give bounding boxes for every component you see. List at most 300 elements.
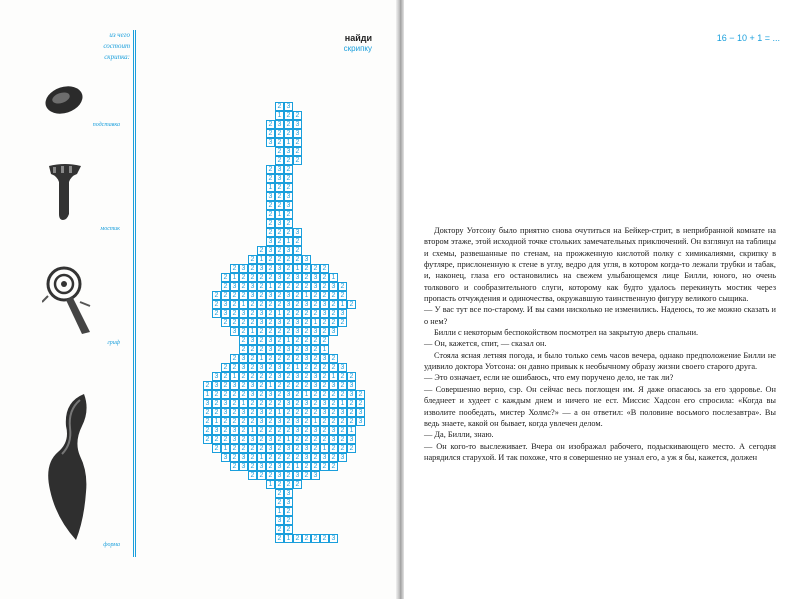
grid-cell: 1 [257, 453, 266, 462]
grid-cell: 2 [239, 291, 248, 300]
grid-cell: 3 [275, 219, 284, 228]
grid-cell: 2 [239, 282, 248, 291]
grid-cell: 2 [284, 318, 293, 327]
grid-cell: 2 [284, 363, 293, 372]
grid-cell: 3 [320, 399, 329, 408]
grid-cell: 1 [293, 462, 302, 471]
story-paragraph: — Совершенно верно, сэр. Он сейчас весь поглощен им. Я даже опасаюсь за его здоровье. Он бледнеет и худеет с каждым днем и ничего не ест. Миссис Хадсон его спросила: «Когда вы изволите пообедать, мистер Холмс?» — а он ответил: «В половине восьмого послезавтра». Вы ведь знаете, какой он бывает, когда увлечен делом. [424, 384, 776, 428]
grid-cell: 3 [284, 390, 293, 399]
grid-cell: 2 [302, 264, 311, 273]
grid-cell: 2 [257, 300, 266, 309]
grid-cell: 3 [302, 453, 311, 462]
grid-cell: 2 [248, 408, 257, 417]
grid-cell: 3 [347, 390, 356, 399]
grid-cell: 2 [257, 246, 266, 255]
grid-cell: 2 [356, 390, 365, 399]
grid-cell: 3 [248, 381, 257, 390]
grid-cell: 3 [311, 282, 320, 291]
grid-cell: 3 [266, 444, 275, 453]
grid-cell: 2 [302, 471, 311, 480]
grid-cell: 2 [347, 399, 356, 408]
grid-cell: 3 [275, 165, 284, 174]
grid-cell: 2 [266, 201, 275, 210]
grid-cell: 2 [293, 354, 302, 363]
grid-cell: 2 [311, 336, 320, 345]
grid-cell: 3 [311, 426, 320, 435]
grid-cell: 1 [275, 111, 284, 120]
grid-cell: 2 [266, 327, 275, 336]
grid-cell: 2 [212, 408, 221, 417]
grid-cell: 2 [329, 408, 338, 417]
grid-cell: 2 [257, 381, 266, 390]
story-paragraph: — Да, Билли, знаю. [424, 430, 494, 440]
scroll-icon [42, 262, 100, 338]
grid-cell: 2 [275, 255, 284, 264]
grid-cell: 2 [320, 264, 329, 273]
grid-cell: 2 [338, 282, 347, 291]
grid-cell: 2 [293, 381, 302, 390]
grid-cell: 3 [275, 516, 284, 525]
grid-cell: 2 [311, 291, 320, 300]
grid-cell: 2 [320, 462, 329, 471]
grid-cell: 3 [221, 300, 230, 309]
grid-cell: 3 [221, 453, 230, 462]
grid-cell: 3 [257, 264, 266, 273]
grid-cell: 2 [239, 336, 248, 345]
grid-cell: 2 [248, 462, 257, 471]
grid-cell: 2 [230, 399, 239, 408]
grid-cell: 2 [266, 399, 275, 408]
grid-cell: 2 [221, 435, 230, 444]
grid-cell: 3 [239, 462, 248, 471]
grid-cell: 3 [293, 471, 302, 480]
grid-cell: 2 [230, 354, 239, 363]
grid-cell: 2 [275, 354, 284, 363]
grid-cell: 3 [248, 435, 257, 444]
grid-cell: 3 [284, 147, 293, 156]
grid-cell: 3 [320, 300, 329, 309]
grid-cell: 2 [266, 363, 275, 372]
grid-cell: 2 [266, 273, 275, 282]
task-title-sub: скрипку [343, 44, 372, 53]
grid-cell: 3 [293, 129, 302, 138]
grid-cell: 2 [230, 444, 239, 453]
grid-cell: 2 [284, 111, 293, 120]
grid-cell: 2 [320, 273, 329, 282]
grid-cell: 2 [284, 426, 293, 435]
grid-cell: 2 [275, 129, 284, 138]
grid-cell: 2 [284, 165, 293, 174]
grid-cell: 2 [284, 453, 293, 462]
grid-cell: 2 [284, 525, 293, 534]
grid-cell: 2 [248, 300, 257, 309]
grid-cell: 2 [257, 282, 266, 291]
grid-cell: 2 [293, 453, 302, 462]
grid-cell: 2 [302, 417, 311, 426]
grid-cell: 2 [230, 417, 239, 426]
grid-cell: 2 [266, 417, 275, 426]
book-gutter [396, 0, 404, 599]
grid-cell: 2 [338, 318, 347, 327]
grid-cell: 1 [230, 273, 239, 282]
grid-cell: 2 [338, 390, 347, 399]
grid-cell: 2 [284, 516, 293, 525]
grid-cell: 2 [284, 381, 293, 390]
story-paragraph: Стояла ясная летняя погода, и было только семь часов вечера, однако предположение Билли не удивило доктора Уотсона: он давно привык к необычному образу жизни своего старого друга. [424, 350, 776, 372]
grid-cell: 2 [275, 282, 284, 291]
grid-cell: 1 [329, 273, 338, 282]
grid-cell: 1 [257, 354, 266, 363]
grid-cell: 2 [311, 300, 320, 309]
grid-cell: 2 [212, 399, 221, 408]
grid-cell: 2 [338, 372, 347, 381]
grid-cell: 2 [212, 291, 221, 300]
grid-cell: 3 [329, 435, 338, 444]
grid-cell: 2 [311, 264, 320, 273]
part-label-scroll: гриф [107, 340, 120, 346]
grid-cell: 2 [284, 156, 293, 165]
violin-body-icon [40, 392, 116, 542]
grid-cell: 2 [203, 408, 212, 417]
left-page [0, 0, 396, 599]
grid-cell: 3 [230, 435, 239, 444]
grid-cell: 2 [221, 363, 230, 372]
grid-cell: 2 [302, 282, 311, 291]
grid-cell: 2 [275, 237, 284, 246]
grid-cell: 3 [284, 489, 293, 498]
grid-cell: 2 [329, 417, 338, 426]
grid-cell: 3 [239, 408, 248, 417]
grid-cell: 2 [248, 318, 257, 327]
grid-cell: 2 [302, 381, 311, 390]
grid-cell: 2 [275, 525, 284, 534]
grid-cell: 2 [320, 318, 329, 327]
grid-cell: 1 [275, 408, 284, 417]
grid-cell: 2 [347, 300, 356, 309]
grid-cell: 2 [275, 435, 284, 444]
grid-cell: 3 [275, 363, 284, 372]
grid-cell: 2 [257, 426, 266, 435]
grid-cell: 2 [203, 426, 212, 435]
grid-cell: 1 [293, 363, 302, 372]
grid-cell: 2 [338, 435, 347, 444]
grid-cell: 2 [311, 435, 320, 444]
grid-cell: 2 [275, 381, 284, 390]
grid-cell: 2 [284, 183, 293, 192]
grid-cell: 1 [329, 372, 338, 381]
grid-cell: 2 [266, 228, 275, 237]
grid-cell: 2 [230, 309, 239, 318]
grid-cell: 3 [239, 453, 248, 462]
grid-cell: 2 [284, 120, 293, 129]
grid-cell: 2 [248, 453, 257, 462]
grid-cell: 2 [230, 318, 239, 327]
grid-cell: 1 [311, 318, 320, 327]
grid-cell: 2 [230, 264, 239, 273]
grid-cell: 3 [293, 372, 302, 381]
grid-cell: 2 [275, 300, 284, 309]
grid-cell: 2 [275, 489, 284, 498]
grid-cell: 2 [275, 345, 284, 354]
grid-cell: 1 [302, 291, 311, 300]
grid-cell: 2 [329, 309, 338, 318]
page-formula: 16 − 10 + 1 = ... [716, 33, 780, 43]
grid-cell: 1 [239, 300, 248, 309]
grid-cell: 2 [248, 399, 257, 408]
grid-cell: 2 [212, 309, 221, 318]
grid-cell: 2 [230, 408, 239, 417]
sidebar-rule [133, 30, 134, 557]
grid-cell: 2 [302, 372, 311, 381]
grid-cell: 3 [320, 309, 329, 318]
grid-cell: 3 [230, 327, 239, 336]
grid-cell: 3 [212, 372, 221, 381]
grid-cell: 3 [275, 462, 284, 471]
grid-cell: 3 [284, 201, 293, 210]
grid-cell: 2 [248, 309, 257, 318]
grid-cell: 3 [239, 264, 248, 273]
grid-cell: 2 [284, 408, 293, 417]
part-label-body: форма [103, 542, 120, 548]
grid-cell: 2 [329, 444, 338, 453]
grid-cell: 2 [347, 408, 356, 417]
grid-cell: 2 [302, 318, 311, 327]
grid-cell: 1 [248, 426, 257, 435]
grid-cell: 1 [257, 255, 266, 264]
grid-cell: 2 [266, 462, 275, 471]
grid-cell: 2 [284, 327, 293, 336]
grid-cell: 2 [302, 336, 311, 345]
grid-cell: 2 [293, 534, 302, 543]
task-title [292, 33, 372, 53]
grid-cell: 2 [293, 300, 302, 309]
grid-cell: 2 [293, 345, 302, 354]
grid-cell: 1 [248, 327, 257, 336]
grid-cell: 2 [266, 255, 275, 264]
grid-cell: 2 [284, 372, 293, 381]
grid-cell: 3 [329, 282, 338, 291]
grid-cell: 2 [329, 453, 338, 462]
grid-cell: 2 [302, 534, 311, 543]
grid-cell: 2 [212, 444, 221, 453]
grid-cell: 2 [266, 129, 275, 138]
grid-cell: 2 [311, 309, 320, 318]
grid-cell: 2 [230, 390, 239, 399]
grid-cell: 2 [311, 444, 320, 453]
grid-cell: 2 [302, 363, 311, 372]
grid-cell: 2 [284, 264, 293, 273]
sidebar-heading-line: скрипка: [104, 53, 130, 61]
grid-cell: 2 [239, 417, 248, 426]
grid-cell: 1 [338, 300, 347, 309]
grid-cell: 2 [275, 444, 284, 453]
grid-cell: 2 [239, 345, 248, 354]
grid-cell: 2 [239, 372, 248, 381]
grid-cell: 2 [338, 291, 347, 300]
grid-cell: 3 [266, 138, 275, 147]
grid-cell: 2 [248, 345, 257, 354]
sidebar-heading-line: из чего [109, 31, 130, 39]
grid-cell: 3 [221, 399, 230, 408]
grid-cell: 1 [239, 399, 248, 408]
grid-cell: 2 [284, 354, 293, 363]
part-label-tailpiece: мостик [100, 226, 120, 232]
grid-cell: 3 [284, 498, 293, 507]
grid-cell: 2 [293, 291, 302, 300]
grid-cell: 2 [293, 336, 302, 345]
grid-cell: 2 [275, 201, 284, 210]
grid-cell: 2 [203, 435, 212, 444]
grid-cell: 3 [320, 453, 329, 462]
grid-cell: 1 [347, 426, 356, 435]
grid-cell: 3 [356, 417, 365, 426]
grid-cell: 2 [293, 138, 302, 147]
grid-cell: 2 [275, 399, 284, 408]
grid-cell: 1 [212, 417, 221, 426]
sidebar-heading-line: состоит [103, 42, 130, 50]
grid-cell: 2 [212, 390, 221, 399]
grid-cell: 3 [266, 435, 275, 444]
grid-cell: 2 [212, 300, 221, 309]
grid-cell: 3 [329, 381, 338, 390]
grid-cell: 2 [239, 318, 248, 327]
grid-cell: 3 [203, 399, 212, 408]
grid-cell: 1 [284, 336, 293, 345]
grid-cell: 2 [257, 345, 266, 354]
grid-cell: 2 [257, 399, 266, 408]
grid-cell: 2 [230, 363, 239, 372]
grid-cell: 3 [284, 444, 293, 453]
grid-cell: 2 [302, 426, 311, 435]
grid-cell: 2 [293, 390, 302, 399]
grid-cell: 2 [266, 372, 275, 381]
grid-cell: 3 [257, 408, 266, 417]
grid-cell: 3 [275, 372, 284, 381]
grid-cell: 2 [203, 417, 212, 426]
grid-cell: 2 [248, 372, 257, 381]
grid-cell: 2 [293, 282, 302, 291]
grid-cell: 2 [347, 417, 356, 426]
grid-cell: 3 [293, 426, 302, 435]
grid-cell: 1 [284, 534, 293, 543]
story-paragraph: — У вас тут все по-старому. И вы сами нисколько не изменились. Надеюсь, то же можно сказать и о нем? [424, 305, 776, 326]
grid-cell: 2 [266, 165, 275, 174]
grid-cell: 2 [248, 264, 257, 273]
grid-cell: 2 [275, 390, 284, 399]
grid-cell: 2 [293, 111, 302, 120]
grid-cell: 2 [248, 444, 257, 453]
grid-cell: 2 [266, 264, 275, 273]
grid-cell: 2 [266, 354, 275, 363]
grid-cell: 2 [284, 255, 293, 264]
grid-cell: 2 [320, 282, 329, 291]
grid-cell: 3 [266, 192, 275, 201]
grid-cell: 3 [302, 255, 311, 264]
grid-cell: 2 [239, 390, 248, 399]
grid-cell: 3 [302, 354, 311, 363]
story-paragraph: Билли с некоторым беспокойством посмотрел на закрытую дверь спальни. [434, 328, 699, 338]
grid-cell: 3 [338, 363, 347, 372]
grid-cell: 2 [266, 426, 275, 435]
story-text [424, 225, 776, 463]
grid-cell: 2 [311, 408, 320, 417]
grid-cell: 2 [320, 534, 329, 543]
grid-cell: 2 [329, 399, 338, 408]
grid-cell: 1 [266, 381, 275, 390]
grid-cell: 2 [284, 462, 293, 471]
grid-cell: 2 [275, 480, 284, 489]
grid-cell: 3 [329, 426, 338, 435]
grid-cell: 2 [266, 453, 275, 462]
grid-cell: 3 [329, 534, 338, 543]
grid-cell: 1 [284, 435, 293, 444]
grid-cell: 3 [284, 291, 293, 300]
grid-cell: 2 [293, 408, 302, 417]
grid-cell: 1 [302, 390, 311, 399]
grid-cell: 2 [329, 354, 338, 363]
grid-cell: 3 [293, 273, 302, 282]
grid-cell: 2 [248, 255, 257, 264]
grid-cell: 3 [311, 381, 320, 390]
grid-cell: 2 [239, 273, 248, 282]
grid-cell: 3 [239, 354, 248, 363]
grid-cell: 2 [221, 381, 230, 390]
grid-cell: 2 [221, 390, 230, 399]
grid-cell: 2 [311, 399, 320, 408]
grid-cell: 2 [293, 435, 302, 444]
grid-cell: 2 [284, 417, 293, 426]
grid-cell: 2 [239, 435, 248, 444]
grid-cell: 3 [275, 318, 284, 327]
grid-cell: 2 [320, 381, 329, 390]
grid-cell: 3 [320, 408, 329, 417]
grid-cell: 2 [248, 471, 257, 480]
grid-cell: 1 [320, 345, 329, 354]
grid-cell: 2 [338, 417, 347, 426]
grid-cell: 2 [266, 471, 275, 480]
grid-cell: 2 [320, 435, 329, 444]
tailpiece-icon [45, 160, 85, 222]
grid-cell: 3 [275, 417, 284, 426]
grid-cell: 2 [329, 390, 338, 399]
grid-cell: 1 [221, 444, 230, 453]
grid-cell: 3 [311, 471, 320, 480]
grid-cell: 2 [293, 444, 302, 453]
grid-cell: 3 [221, 309, 230, 318]
bridge-icon [42, 80, 90, 120]
grid-cell: 2 [266, 318, 275, 327]
grid-cell: 2 [320, 426, 329, 435]
grid-cell: 3 [266, 237, 275, 246]
grid-cell: 3 [284, 345, 293, 354]
grid-cell: 3 [275, 120, 284, 129]
story-paragraph: Доктору Уотсону было приятно снова очутиться на Бейкер-стрит, в неприбранной комнате на втором этаже, этой исходной точке стольких замечательных приключений. Он взглянул на таблицы и схемы, развешанные по стенам, на прожженную кислотой полку с химикалиями, скрипку в футляре, прислоненную к стене в углу, ведро для угля, в котором когда-то лежали трубки и табак, и, наконец, глаза его остановились на свежем улыбающемся лице Билли, юного, но очень толкового и сообразительного слуги, которому как будто удалось перекинуть мостик через пропасть отчуждения и одиночества, окружавшую таинственную фигуру великого сыщика. [424, 226, 776, 304]
grid-cell: 2 [257, 435, 266, 444]
grid-cell: 3 [266, 336, 275, 345]
grid-cell: 2 [239, 327, 248, 336]
grid-cell: 2 [275, 138, 284, 147]
grid-cell: 2 [320, 363, 329, 372]
grid-cell: 2 [302, 408, 311, 417]
grid-cell: 3 [311, 273, 320, 282]
grid-cell: 3 [257, 417, 266, 426]
grid-cell: 2 [329, 318, 338, 327]
grid-cell: 2 [329, 462, 338, 471]
grid-cell: 3 [293, 120, 302, 129]
grid-cell: 3 [248, 291, 257, 300]
grid-cell: 2 [275, 534, 284, 543]
grid-cell: 3 [284, 102, 293, 111]
